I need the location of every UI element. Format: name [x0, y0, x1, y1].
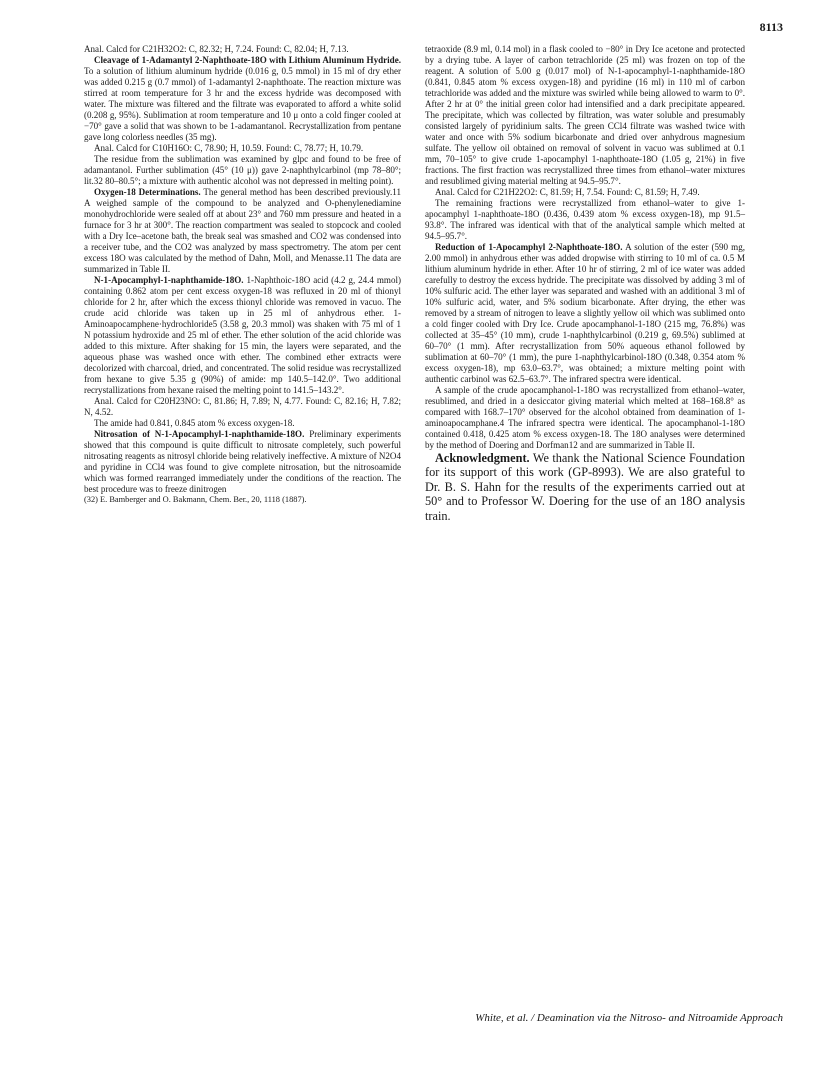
- paragraph-text: The general method has been described previously.11 A weighed sample of the compound to be analyzed and O-phenylenediamine monohydrochloride were sealed off at about 23° and 760 mm pressure and heated in a furnace for 3 hr at 300°. The reaction compartment was sealed to stopcock and cooled with a Dry Ice–acetone bath, the break seal was smashed and CO2 was condensed into a receiver tube, and the CO2 was analyzed by mass spectrometry. The atom per cent excess 18O was calculated by the method of Dahn, Moll, and Menasse.11 The data are summarized in Table II.: [84, 187, 401, 274]
- paragraph: [84, 429, 401, 495]
- paragraph: [84, 396, 401, 418]
- paragraph-heading: Reduction of 1-Apocamphyl 2-Naphthoate-18O.: [435, 242, 623, 252]
- paragraph: [425, 198, 745, 242]
- paragraph-heading: Cleavage of 1-Adamantyl 2-Naphthoate-18O with Lithium Aluminum Hydride.: [94, 55, 401, 65]
- paragraph-heading: N-1-Apocamphyl-1-naphthamide-18O.: [94, 275, 244, 285]
- paragraph-text: The residue from the sublimation was examined by glpc and found to be free of adamantanol. Further sublimation (45° (10 μ)) gave 2-naphthylcarbinol (mp 78–80°; lit.32 80–80.5°; a mixture with authentic alcohol was not depressed in melting point).: [84, 154, 401, 186]
- acknowledgment-heading: Acknowledgment.: [435, 451, 530, 465]
- paragraph-text: 1-Naphthoic-18O acid (4.2 g, 24.4 mmol) containing 0.862 atom per cent excess oxygen-18 was refluxed in 20 ml of thionyl chloride for 2 hr, after which the excess thionyl chloride was removed in vacuo. The crude acid chloride was taken up in 25 ml of anhydrous ether. 1-Aminoapocamphene·hydrochloride5 (3.58 g, 20.3 mmol) was shaken with 75 ml of 1 N potassium hydroxide and 25 ml of ether. The ether solution of the acid chloride was added to this mixture. After shaking for 15 min, the layers were separated, and the aqueous phase was washed once with ether. The combined ether extracts were decolorized with charcoal, dried, and concentrated. The solid residue was recrystallized from hexane to give 5.35 g (90%) of amide: mp 140.5–142.0°. Two additional recrystallizations from hexane raised the melting point to 141.5–143.2°.: [84, 275, 401, 395]
- paragraph: [84, 55, 401, 143]
- paragraph: [84, 44, 401, 55]
- running-footer: White, et al. / Deamination via the Nitroso- and Nitroamide Approach: [475, 1012, 783, 1024]
- right-column: [425, 44, 745, 523]
- paragraph-text: The amide had 0.841, 0.845 atom % excess oxygen-18.: [94, 418, 295, 428]
- paragraph-text: Anal. Calcd for C20H23NO: C, 81.86; H, 7.89; N, 4.77. Found: C, 82.16; H, 7.82; N, 4.52.: [84, 396, 401, 417]
- paragraph: [84, 154, 401, 187]
- paragraph-text: To a solution of lithium aluminum hydride (0.016 g, 0.5 mmol) in 15 ml of dry ether was added 0.215 g (0.7 mmol) of 1-adamantyl 2-naphthoate. The reaction mixture was stirred at room temperature for 3 hr and the excess hydride was decomposed with water. The mixture was filtered and the filtrate was evaporated to afford a white solid (0.208 g, 95%). Sublimation at room temperature and 10 μ onto a cold finger cooled at −70° gave a solid that was shown to be 1-adamantanol. Recrystallization from pentane gave long colorless needles (35 mg).: [84, 66, 401, 142]
- paragraph: [425, 242, 745, 385]
- paragraph: [84, 275, 401, 396]
- paragraph-text: Anal. Calcd for C21H22O2: C, 81.59; H, 7.54. Found: C, 81.59; H, 7.49.: [435, 187, 700, 197]
- paragraph-text: Anal. Calcd for C21H32O2: C, 82.32; H, 7.24. Found: C, 82.04; H, 7.13.: [84, 44, 349, 54]
- paragraph-heading: Nitrosation of N-1-Apocamphyl-1-naphthamide-18O.: [94, 429, 305, 439]
- paragraph-text: A solution of the ester (590 mg, 2.00 mmol) in anhydrous ether was added dropwise with stirring to 10 ml of ca. 0.5 M lithium aluminum hydride in ether. After 10 hr of stirring, 2 ml of ice water was added carefully to destroy the excess hydride. The precipitate was dissolved by adding 3 ml of 10% sulfuric acid. The ether layer was separated and washed with an additional 3 ml of 10% sulfuric acid, water, and 5% sodium bicarbonate. After drying, the ether was removed by a stream of nitrogen to leave a slightly yellow oil which was sublimed onto a cold finger cooled with Dry Ice. Crude apocamphanol-1-18O (215 mg, 76.8%) was collected at 35–45° (10 mm), crude 1-naphthylcarbinol (0.219 g, 69.5%) sublimed at 60–70° (1 mm). After recrystallization from 50% aqueous ethanol followed by sublimation at 60–70° (1 mm), the pure 1-naphthylcarbinol-18O (0.348, 0.354 atom % excess oxygen-18), mp 63.0–63.7°, was obtained; a mixture melting point with authentic carbinol was 62.5–63.7°. The infrared spectra were identical.: [425, 242, 745, 384]
- paragraph-text: tetraoxide (8.9 ml, 0.14 mol) in a flask cooled to −80° in Dry Ice acetone and protected by a drying tube. A layer of carbon tetrachloride (25 ml) was frozen on top of the reagent. A solution of 5.00 g (0.017 mol) of N-1-apocamphyl-1-naphthamide-18O (0.841, 0.845 atom % excess oxygen-18) and pyridine (16 ml) in 110 ml of carbon tetrachloride was added and the mixture was swirled while being allowed to warm to 0°. After 2 hr at 0° the initial green color had intensified and a dark precipitate appeared. The precipitate, which was collected by filtration, was water soluble and presumably consisted largely of pyridinium salts. The green CCl4 filtrate was washed twice with water and once with 5% sodium bicarbonate and dried over anhydrous magnesium sulfate. The yellow oil obtained on removal of solvent in vacuo was sublimed at 0.1 mm, 70–105° to give crude 1-apocamphyl 1-naphthoate-18O (1.05 g, 21%) in five fractions. The first fraction was recrystallized three times from ethanol–water mixtures and resublimed giving material melting at 94.5–95.7°.: [425, 44, 745, 186]
- paragraph-heading: Oxygen-18 Determinations.: [94, 187, 201, 197]
- acknowledgment-text: We thank the National Science Foundation for its support of this work (GP-8993). We are also grateful to Dr. B. S. Hahn for the results of the experiments carried out at 50° and to Professor W. Doering for the use of an 18O analysis train.: [425, 451, 745, 523]
- paragraph: [84, 418, 401, 429]
- paragraph-text: The remaining fractions were recrystallized from ethanol–water to give 1-apocamphyl 1-naphthoate-18O (0.436, 0.439 atom % excess oxygen-18), mp 91.5–93.8°. The infrared was identical with that of the analytical sample which melted at 94.5–95.7°.: [425, 198, 745, 241]
- left-column: [84, 44, 401, 506]
- paragraph-text: Anal. Calcd for C10H16O: C, 78.90; H, 10.59. Found: C, 78.77; H, 10.79.: [94, 143, 364, 153]
- paragraph-text: Preliminary experiments showed that this compound is quite difficult to nitrosate completely, such powerful nitrosating reagents as nitrosyl chloride being relatively ineffective. A mixture of N2O4 and pyridine in CCl4 was found to give complete nitrosation, but the nitrosoamide which was formed rearranged immediately under the conditions of the reaction. The best procedure was to freeze dinitrogen: [84, 429, 401, 494]
- paragraph: [425, 187, 745, 198]
- paragraph: [425, 44, 745, 187]
- page-number: 8113: [759, 20, 783, 34]
- footnote: (32) E. Bamberger and O. Bakmann, Chem. Ber., 20, 1118 (1887).: [84, 495, 307, 504]
- paragraph: [84, 143, 401, 154]
- paragraph: [84, 187, 401, 275]
- acknowledgment: [425, 451, 745, 523]
- paragraph: [425, 385, 745, 451]
- paragraph-text: A sample of the crude apocamphanol-1-18O was recrystallized from ethanol–water, resublimed, and dried in a desiccator giving material which melted at 168–168.8° as compared with 168.7–170° observed for the alcohol obtained from deamination of 1-aminoapocamphane.4 The infrared spectra were identical. The apocamphanol-1-18O contained 0.418, 0.425 atom % excess oxygen-18. The 18O analyses were determined by the method of Doering and Dorfman12 and are summarized in Table II.: [425, 385, 745, 450]
